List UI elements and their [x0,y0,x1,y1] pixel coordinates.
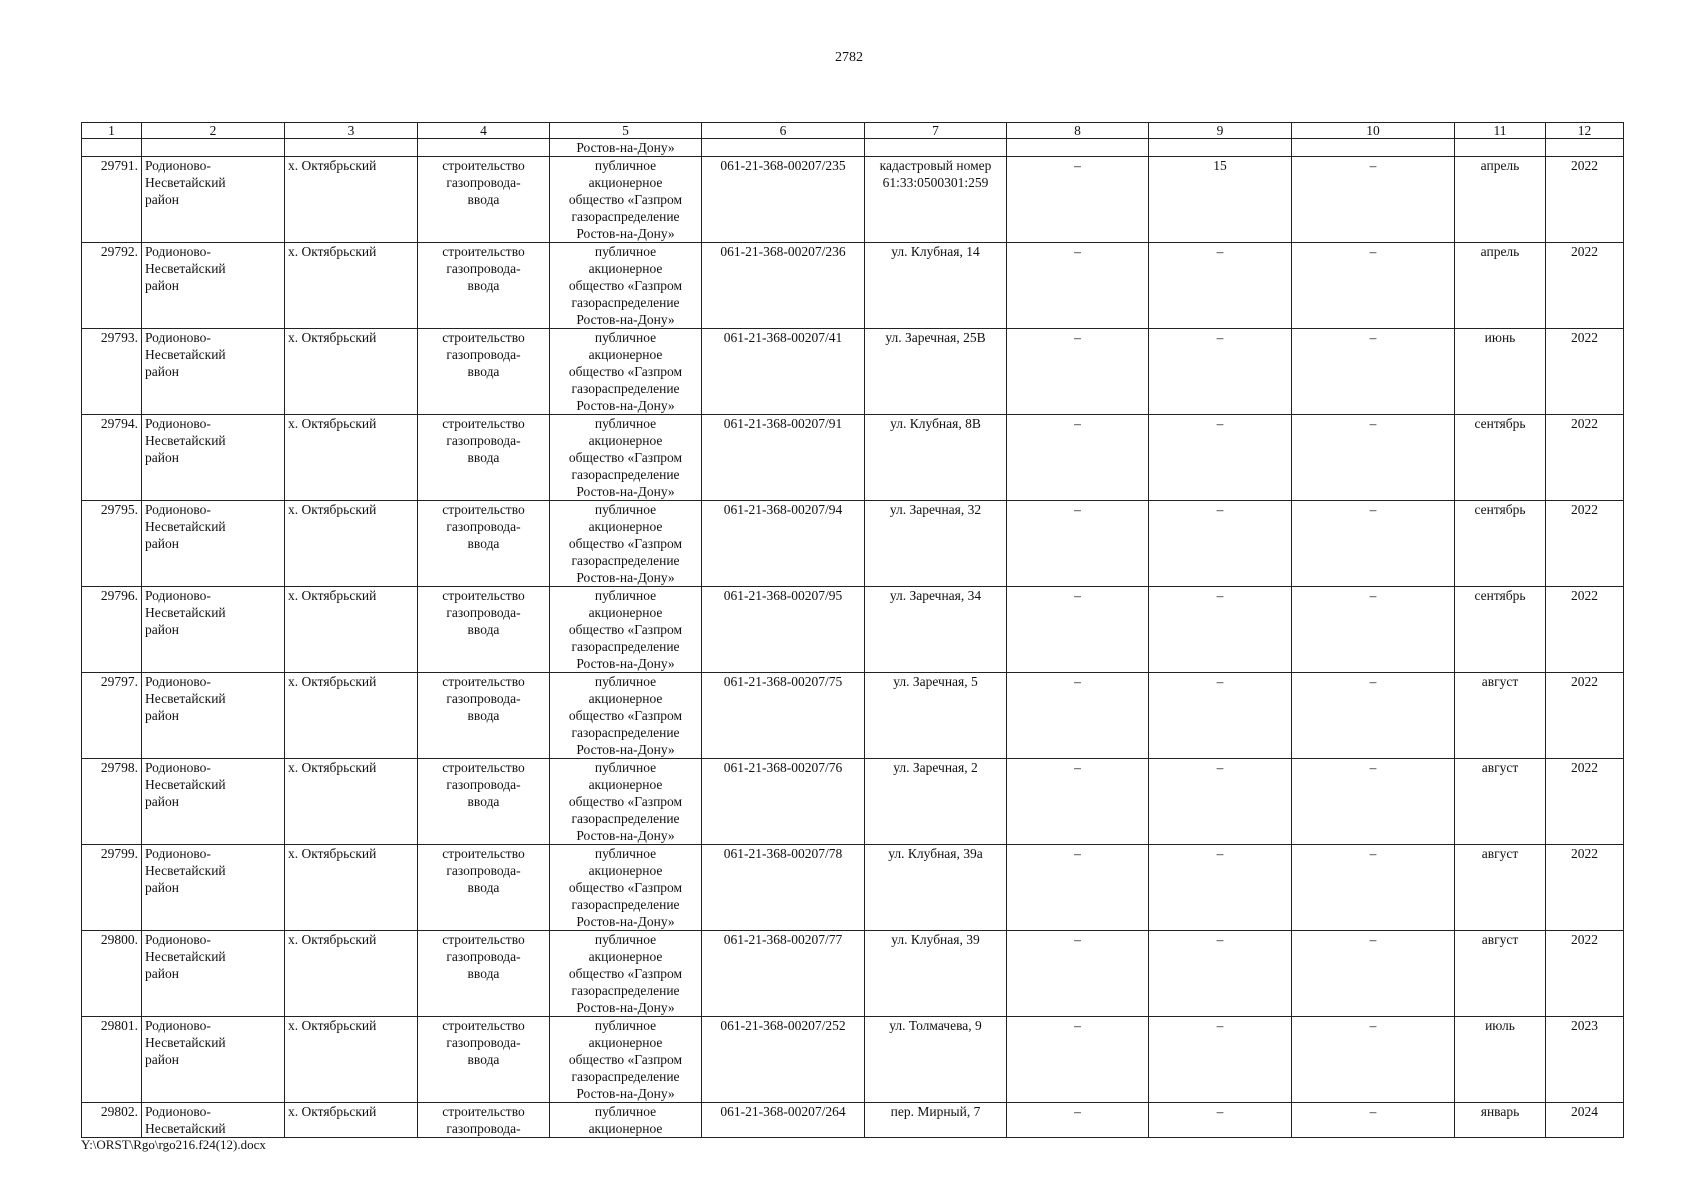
registration-code-cell: 061-21-368-00207/95 [702,587,865,673]
organization-cell: публичное акционерное общество «Газпром газораспределение Ростов-на-Дону» [550,587,702,673]
column-8-cell: – [1007,845,1149,931]
empty-cell [1007,139,1149,157]
year-cell: 2022 [1546,157,1624,243]
table-row [82,845,1624,931]
empty-cell [285,139,418,157]
registration-code-cell: 061-21-368-00207/41 [702,329,865,415]
row-number-cell: 29795. [82,501,142,587]
address-cell: ул. Заречная, 25В [865,329,1007,415]
year-cell: 2022 [1546,845,1624,931]
month-cell: август [1455,673,1546,759]
settlement-cell: х. Октябрьский [285,587,418,673]
work-type-cell: строительство газопровода- ввода [418,243,550,329]
settlement-cell: х. Октябрьский [285,243,418,329]
row-number-cell: 29791. [82,157,142,243]
year-cell: 2022 [1546,759,1624,845]
registration-code-cell: 061-21-368-00207/75 [702,673,865,759]
registration-code-cell: 061-21-368-00207/235 [702,157,865,243]
table-row [82,243,1624,329]
column-8-cell: – [1007,931,1149,1017]
column-8-cell: – [1007,243,1149,329]
registration-code-cell: 061-21-368-00207/264 [702,1103,865,1138]
month-cell: сентябрь [1455,587,1546,673]
column-10-cell: – [1292,415,1455,501]
year-cell: 2022 [1546,501,1624,587]
organization-cell: публичное акционерное общество «Газпром газораспределение Ростов-на-Дону» [550,759,702,845]
column-number: 8 [1007,123,1149,139]
continuation-text: Ростов-на-Дону» [550,139,702,157]
year-cell: 2024 [1546,1103,1624,1138]
address-cell: ул. Заречная, 34 [865,587,1007,673]
column-10-cell: – [1292,501,1455,587]
column-10-cell: – [1292,587,1455,673]
column-9-cell: – [1149,243,1292,329]
column-9-cell: – [1149,845,1292,931]
work-type-cell: строительство газопровода- ввода [418,931,550,1017]
column-number: 5 [550,123,702,139]
district-cell: Родионово- Несветайский район [142,759,285,845]
district-cell: Родионово- Несветайский район [142,587,285,673]
address-cell: ул. Заречная, 5 [865,673,1007,759]
registration-code-cell: 061-21-368-00207/236 [702,243,865,329]
address-cell: кадастровый номер 61:33:0500301:259 [865,157,1007,243]
row-number-cell: 29801. [82,1017,142,1103]
row-number-cell: 29800. [82,931,142,1017]
organization-cell: публичное акционерное общество «Газпром газораспределение Ростов-на-Дону» [550,931,702,1017]
column-number: 11 [1455,123,1546,139]
work-type-cell: строительство газопровода- ввода [418,845,550,931]
year-cell: 2022 [1546,931,1624,1017]
year-cell: 2022 [1546,415,1624,501]
address-cell: ул. Толмачева, 9 [865,1017,1007,1103]
column-8-cell: – [1007,1017,1149,1103]
organization-cell: публичное акционерное общество «Газпром газораспределение Ростов-на-Дону» [550,1017,702,1103]
empty-cell [1149,139,1292,157]
column-8-cell: – [1007,501,1149,587]
settlement-cell: х. Октябрьский [285,845,418,931]
registration-code-cell: 061-21-368-00207/76 [702,759,865,845]
column-8-cell: – [1007,415,1149,501]
year-cell: 2022 [1546,587,1624,673]
settlement-cell: х. Октябрьский [285,931,418,1017]
district-cell: Родионово- Несветайский район [142,1017,285,1103]
column-number: 7 [865,123,1007,139]
column-9-cell: – [1149,415,1292,501]
table-row [82,157,1624,243]
organization-cell: публичное акционерное общество «Газпром газораспределение Ростов-на-Дону» [550,845,702,931]
work-type-cell: строительство газопровода- ввода [418,157,550,243]
address-cell: ул. Клубная, 8В [865,415,1007,501]
footer-file-path: Y:\ORST\Rgo\rgo216.f24(12).docx [81,1137,266,1152]
district-cell: Родионово- Несветайский район [142,931,285,1017]
row-number-cell: 29796. [82,587,142,673]
row-number-cell: 29802. [82,1103,142,1138]
table-row [82,329,1624,415]
column-10-cell: – [1292,673,1455,759]
district-cell: Родионово- Несветайский район [142,501,285,587]
registration-code-cell: 061-21-368-00207/252 [702,1017,865,1103]
settlement-cell: х. Октябрьский [285,673,418,759]
month-cell: июнь [1455,329,1546,415]
column-9-cell: – [1149,1017,1292,1103]
column-8-cell: – [1007,157,1149,243]
organization-cell: публичное акционерное общество «Газпром газораспределение Ростов-на-Дону» [550,415,702,501]
column-9-cell: – [1149,1103,1292,1138]
address-cell: ул. Заречная, 32 [865,501,1007,587]
column-number: 12 [1546,123,1624,139]
column-number: 6 [702,123,865,139]
table-row [82,501,1624,587]
organization-cell: публичное акционерное общество «Газпром газораспределение Ростов-на-Дону» [550,243,702,329]
work-type-cell: строительство газопровода- [418,1103,550,1138]
page-number: 2782 [835,50,863,65]
work-type-cell: строительство газопровода- ввода [418,1017,550,1103]
column-10-cell: – [1292,1103,1455,1138]
year-cell: 2023 [1546,1017,1624,1103]
row-number-cell: 29793. [82,329,142,415]
organization-cell: публичное акционерное общество «Газпром газораспределение Ростов-на-Дону» [550,329,702,415]
column-number: 10 [1292,123,1455,139]
column-10-cell: – [1292,243,1455,329]
month-cell: сентябрь [1455,501,1546,587]
settlement-cell: х. Октябрьский [285,415,418,501]
address-cell: ул. Заречная, 2 [865,759,1007,845]
month-cell: апрель [1455,243,1546,329]
settlement-cell: х. Октябрьский [285,1103,418,1138]
table-row [82,931,1624,1017]
column-8-cell: – [1007,1103,1149,1138]
column-9-cell: – [1149,931,1292,1017]
month-cell: август [1455,845,1546,931]
month-cell: август [1455,931,1546,1017]
empty-cell [702,139,865,157]
column-9-cell: – [1149,673,1292,759]
column-9-cell: – [1149,329,1292,415]
month-cell: апрель [1455,157,1546,243]
settlement-cell: х. Октябрьский [285,157,418,243]
registration-code-cell: 061-21-368-00207/94 [702,501,865,587]
column-10-cell: – [1292,845,1455,931]
district-cell: Родионово- Несветайский район [142,243,285,329]
month-cell: август [1455,759,1546,845]
organization-cell: публичное акционерное общество «Газпром газораспределение Ростов-на-Дону» [550,157,702,243]
district-cell: Родионово- Несветайский район [142,415,285,501]
district-cell: Родионово- Несветайский район [142,845,285,931]
organization-cell: публичное акционерное общество «Газпром газораспределение Ростов-на-Дону» [550,501,702,587]
address-cell: ул. Клубная, 39 [865,931,1007,1017]
organization-cell: публичное акционерное [550,1103,702,1138]
column-9-cell: – [1149,501,1292,587]
work-type-cell: строительство газопровода- ввода [418,415,550,501]
row-number-cell: 29797. [82,673,142,759]
continuation-row [82,139,1624,157]
settlement-cell: х. Октябрьский [285,501,418,587]
year-cell: 2022 [1546,329,1624,415]
address-cell: ул. Клубная, 39а [865,845,1007,931]
row-number-cell: 29799. [82,845,142,931]
row-number-cell: 29798. [82,759,142,845]
column-8-cell: – [1007,587,1149,673]
empty-cell [142,139,285,157]
empty-cell [1292,139,1455,157]
work-type-cell: строительство газопровода- ввода [418,501,550,587]
year-cell: 2022 [1546,673,1624,759]
month-cell: июль [1455,1017,1546,1103]
column-10-cell: – [1292,759,1455,845]
column-10-cell: – [1292,157,1455,243]
district-cell: Родионово- Несветайский район [142,673,285,759]
settlement-cell: х. Октябрьский [285,759,418,845]
registration-code-cell: 061-21-368-00207/77 [702,931,865,1017]
table-row [82,587,1624,673]
row-number-cell: 29794. [82,415,142,501]
column-number: 3 [285,123,418,139]
column-9-cell: 15 [1149,157,1292,243]
table-row [82,759,1624,845]
column-number: 1 [82,123,142,139]
settlement-cell: х. Октябрьский [285,1017,418,1103]
column-10-cell: – [1292,329,1455,415]
work-type-cell: строительство газопровода- ввода [418,329,550,415]
column-9-cell: – [1149,759,1292,845]
table-row [82,673,1624,759]
month-cell: сентябрь [1455,415,1546,501]
year-cell: 2022 [1546,243,1624,329]
row-number-cell: 29792. [82,243,142,329]
empty-cell [1546,139,1624,157]
month-cell: январь [1455,1103,1546,1138]
district-cell: Родионово- Несветайский район [142,329,285,415]
column-8-cell: – [1007,673,1149,759]
column-number: 9 [1149,123,1292,139]
column-8-cell: – [1007,759,1149,845]
work-type-cell: строительство газопровода- ввода [418,587,550,673]
table-row [82,415,1624,501]
column-10-cell: – [1292,931,1455,1017]
table-body [82,123,1624,1138]
column-8-cell: – [1007,329,1149,415]
column-number-row [82,123,1624,139]
organization-cell: публичное акционерное общество «Газпром газораспределение Ростов-на-Дону» [550,673,702,759]
work-type-cell: строительство газопровода- ввода [418,673,550,759]
district-cell: Родионово- Несветайский [142,1103,285,1138]
district-cell: Родионово- Несветайский район [142,157,285,243]
table-row [82,1103,1624,1138]
registration-code-cell: 061-21-368-00207/91 [702,415,865,501]
registration-code-cell: 061-21-368-00207/78 [702,845,865,931]
column-number: 2 [142,123,285,139]
table-row [82,1017,1624,1103]
empty-cell [865,139,1007,157]
column-number: 4 [418,123,550,139]
empty-cell [1455,139,1546,157]
column-10-cell: – [1292,1017,1455,1103]
empty-cell [418,139,550,157]
column-9-cell: – [1149,587,1292,673]
settlement-cell: х. Октябрьский [285,329,418,415]
address-cell: пер. Мирный, 7 [865,1103,1007,1138]
empty-cell [82,139,142,157]
register-table [81,122,1624,1138]
address-cell: ул. Клубная, 14 [865,243,1007,329]
work-type-cell: строительство газопровода- ввода [418,759,550,845]
